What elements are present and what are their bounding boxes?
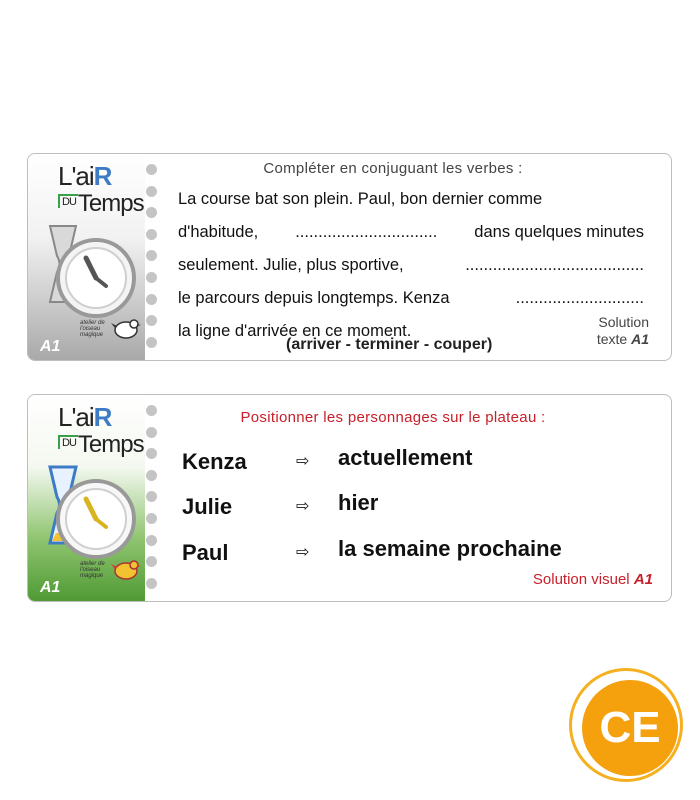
arrow-right-icon: ⇨ (296, 498, 310, 515)
logo-small: DU (58, 435, 78, 449)
solution-label: Solution visuel A1 (532, 571, 653, 588)
arrow-right-icon: ⇨ (296, 453, 310, 470)
binder-holes (146, 164, 160, 358)
level-label: A1 (40, 338, 61, 355)
logo-text: L'ai (58, 161, 94, 191)
solution-label: Solution texte A1 (596, 314, 649, 347)
logo (58, 161, 144, 224)
card-sidebar (28, 154, 145, 360)
ce-badge (569, 668, 683, 782)
text-line: seulement. Julie, plus sportive, ....................................... (178, 256, 644, 274)
logo-word: Temps (77, 431, 144, 458)
character-name: Julie (182, 494, 233, 519)
atelier-label: atelier de l'oiseau magique (80, 561, 105, 579)
visual-card (27, 394, 672, 602)
text-line: la ligne d'arrivée en ce moment. (178, 322, 412, 340)
card-sidebar (28, 395, 145, 601)
text-card (27, 153, 672, 361)
level-label: A1 (40, 579, 61, 596)
logo-accent: R (93, 402, 112, 432)
character-name: Paul (182, 540, 229, 565)
logo-accent: R (93, 161, 112, 191)
logo-small: DU (58, 194, 78, 208)
bird-icon (110, 314, 142, 342)
time-expression: hier (338, 490, 379, 515)
ce-badge-label: CE (582, 680, 678, 776)
binder-holes (146, 405, 160, 599)
exercise-text (178, 183, 644, 348)
text-line: La course bat son plein. Paul, bon dernier comme (178, 190, 543, 208)
text-line: d'habitude, ............................... dans quelques minutes (178, 223, 644, 241)
logo-text: L'ai (58, 402, 94, 432)
time-expression: la semaine prochaine (338, 536, 562, 561)
character-name: Kenza (182, 449, 247, 474)
arrow-right-icon: ⇨ (296, 544, 310, 561)
logo (58, 402, 144, 465)
logo-word: Temps (77, 190, 144, 217)
atelier-label: atelier de l'oiseau magique (80, 320, 105, 338)
exercise-title: Compléter en conjuguant les verbes : (263, 160, 523, 177)
verbs-hint: (arriver - terminer - couper) (286, 336, 493, 353)
exercise-title: Positionner les personnages sur le plateau : (240, 409, 546, 426)
time-expression: actuellement (338, 445, 473, 470)
text-line: le parcours depuis longtemps. Kenza ............................ (178, 289, 644, 307)
bird-icon (110, 555, 142, 583)
